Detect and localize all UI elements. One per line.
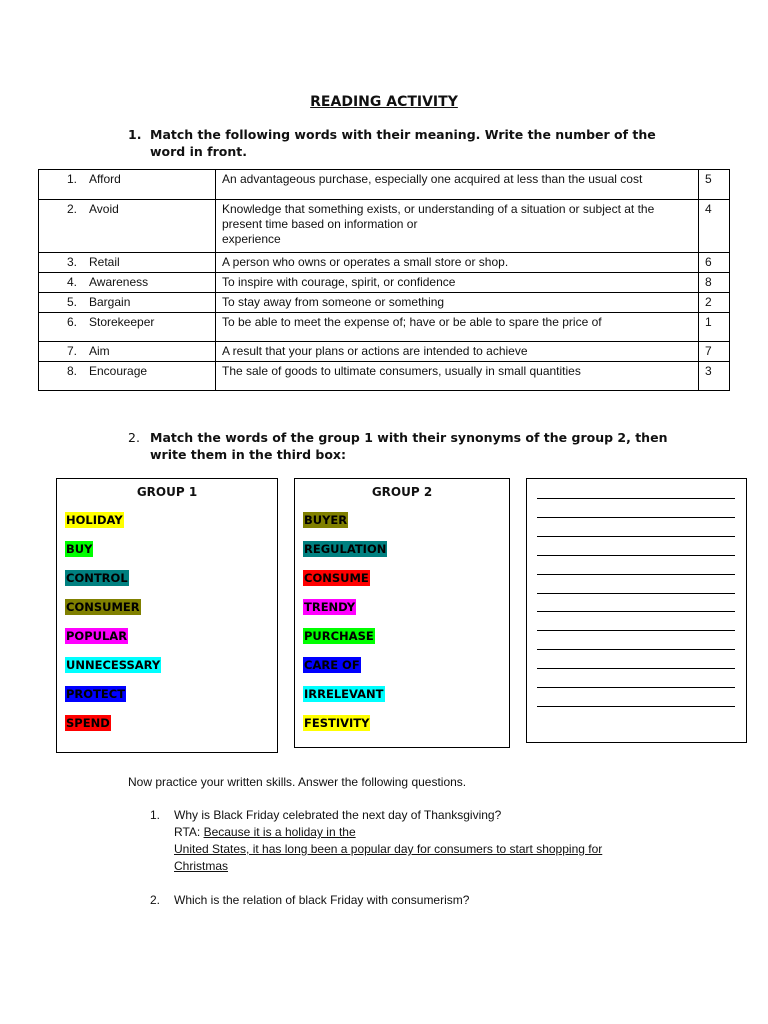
answer-cell: 4 xyxy=(699,200,730,253)
word-cell: 8. Encourage xyxy=(39,362,216,391)
meaning-cell: A person who owns or operates a small store or shop. xyxy=(216,253,699,273)
practice-answer-1-line-2: United States, it has long been a popular day for consumers to start shopping for xyxy=(174,842,603,856)
answer-blank-line[interactable] xyxy=(537,555,735,556)
table-row xyxy=(39,253,730,273)
practice-question-1-number: 1. xyxy=(150,808,161,822)
answer-cell: 1 xyxy=(699,313,730,342)
word-cell: 7. Aim xyxy=(39,342,216,362)
question-1-number: 1. xyxy=(128,127,142,142)
question-1 xyxy=(128,126,668,160)
practice-question-2-text: Which is the relation of black Friday with consumerism? xyxy=(174,893,470,907)
group-2-word: IRRELEVANT xyxy=(304,687,384,701)
group-1-word: CONSUMER xyxy=(66,600,140,614)
table-row xyxy=(39,273,730,293)
practice-question-1 xyxy=(150,807,650,875)
question-2-number: 2. xyxy=(128,430,140,445)
word-cell: 6. Storekeeper xyxy=(39,313,216,342)
answer-blank-line[interactable] xyxy=(537,611,735,612)
answer-blank-line[interactable] xyxy=(537,649,735,650)
table-row xyxy=(39,362,730,391)
group-2-title: GROUP 2 xyxy=(371,485,433,499)
answer-blank-line[interactable] xyxy=(537,706,735,707)
answer-blank-line[interactable] xyxy=(537,593,735,594)
answer-blank-line[interactable] xyxy=(537,536,735,537)
group-2-word: CARE OF xyxy=(304,658,360,672)
answer-blank-line[interactable] xyxy=(537,668,735,669)
word-cell: 3. Retail xyxy=(39,253,216,273)
answer-box xyxy=(526,478,747,743)
matching-table xyxy=(38,169,730,391)
group-1-word: SPEND xyxy=(66,716,110,730)
table-row xyxy=(39,200,730,253)
group-2-word: BUYER xyxy=(304,513,348,527)
group-1-box xyxy=(56,478,278,753)
group-1-word: POPULAR xyxy=(66,629,128,643)
practice-question-2 xyxy=(150,892,650,909)
answer-cell: 2 xyxy=(699,293,730,313)
answer-blank-line[interactable] xyxy=(537,630,735,631)
page-title: READING ACTIVITY xyxy=(310,94,458,110)
group-1-word: HOLIDAY xyxy=(66,513,123,527)
table-row xyxy=(39,342,730,362)
meaning-cell: An advantageous purchase, especially one acquired at less than the usual cost xyxy=(216,170,699,200)
answer-cell: 7 xyxy=(699,342,730,362)
meaning-cell: To be able to meet the expense of; have or be able to spare the price of xyxy=(216,313,699,342)
word-cell: 5. Bargain xyxy=(39,293,216,313)
table-row xyxy=(39,313,730,342)
group-1-word: PROTECT xyxy=(66,687,126,701)
group-1-title: GROUP 1 xyxy=(136,485,198,499)
answer-cell: 6 xyxy=(699,253,730,273)
meaning-cell: A result that your plans or actions are intended to achieve xyxy=(216,342,699,362)
practice-question-1-text: Why is Black Friday celebrated the next day of Thanksgiving? xyxy=(174,808,502,822)
practice-answer-1: RTA: Because it is a holiday in the xyxy=(174,825,356,839)
answer-blank-line[interactable] xyxy=(537,574,735,575)
question-1-text: Match the following words with their meaning. Write the number of the word in front. xyxy=(150,127,656,159)
group-2-box xyxy=(294,478,510,748)
group-1-word: CONTROL xyxy=(66,571,128,585)
group-1-word: UNNECESSARY xyxy=(66,658,161,672)
meaning-cell: To stay away from someone or something xyxy=(216,293,699,313)
answer-blank-line[interactable] xyxy=(537,517,735,518)
question-2-text: Match the words of the group 1 with their synonyms of the group 2, then write them in the third box: xyxy=(150,430,668,462)
group-2-word: CONSUME xyxy=(304,571,369,585)
answer-blank-line[interactable] xyxy=(537,687,735,688)
meaning-cell: To inspire with courage, spirit, or confidence xyxy=(216,273,699,293)
table-row xyxy=(39,170,730,200)
answer-blank-line[interactable] xyxy=(537,498,735,499)
question-2 xyxy=(128,429,668,463)
group-1-word: BUY xyxy=(66,542,93,556)
answer-cell: 5 xyxy=(699,170,730,200)
meaning-cell: The sale of goods to ultimate consumers, usually in small quantities xyxy=(216,362,699,391)
group-2-word: PURCHASE xyxy=(304,629,374,643)
word-cell: 1. Afford xyxy=(39,170,216,200)
word-cell: 4. Awareness xyxy=(39,273,216,293)
practice-question-2-number: 2. xyxy=(150,893,161,907)
group-2-word: FESTIVITY xyxy=(304,716,370,730)
meaning-cell: Knowledge that something exists, or understanding of a situation or subject at the present time based on information or experience xyxy=(216,200,699,253)
answer-cell: 8 xyxy=(699,273,730,293)
practice-intro: Now practice your written skills. Answer the following questions. xyxy=(128,775,467,789)
answer-cell: 3 xyxy=(699,362,730,391)
table-row xyxy=(39,293,730,313)
group-2-word: REGULATION xyxy=(304,542,387,556)
group-2-word: TRENDY xyxy=(304,600,356,614)
word-cell: 2. Avoid xyxy=(39,200,216,253)
practice-answer-1-line-3: Christmas xyxy=(174,859,229,873)
